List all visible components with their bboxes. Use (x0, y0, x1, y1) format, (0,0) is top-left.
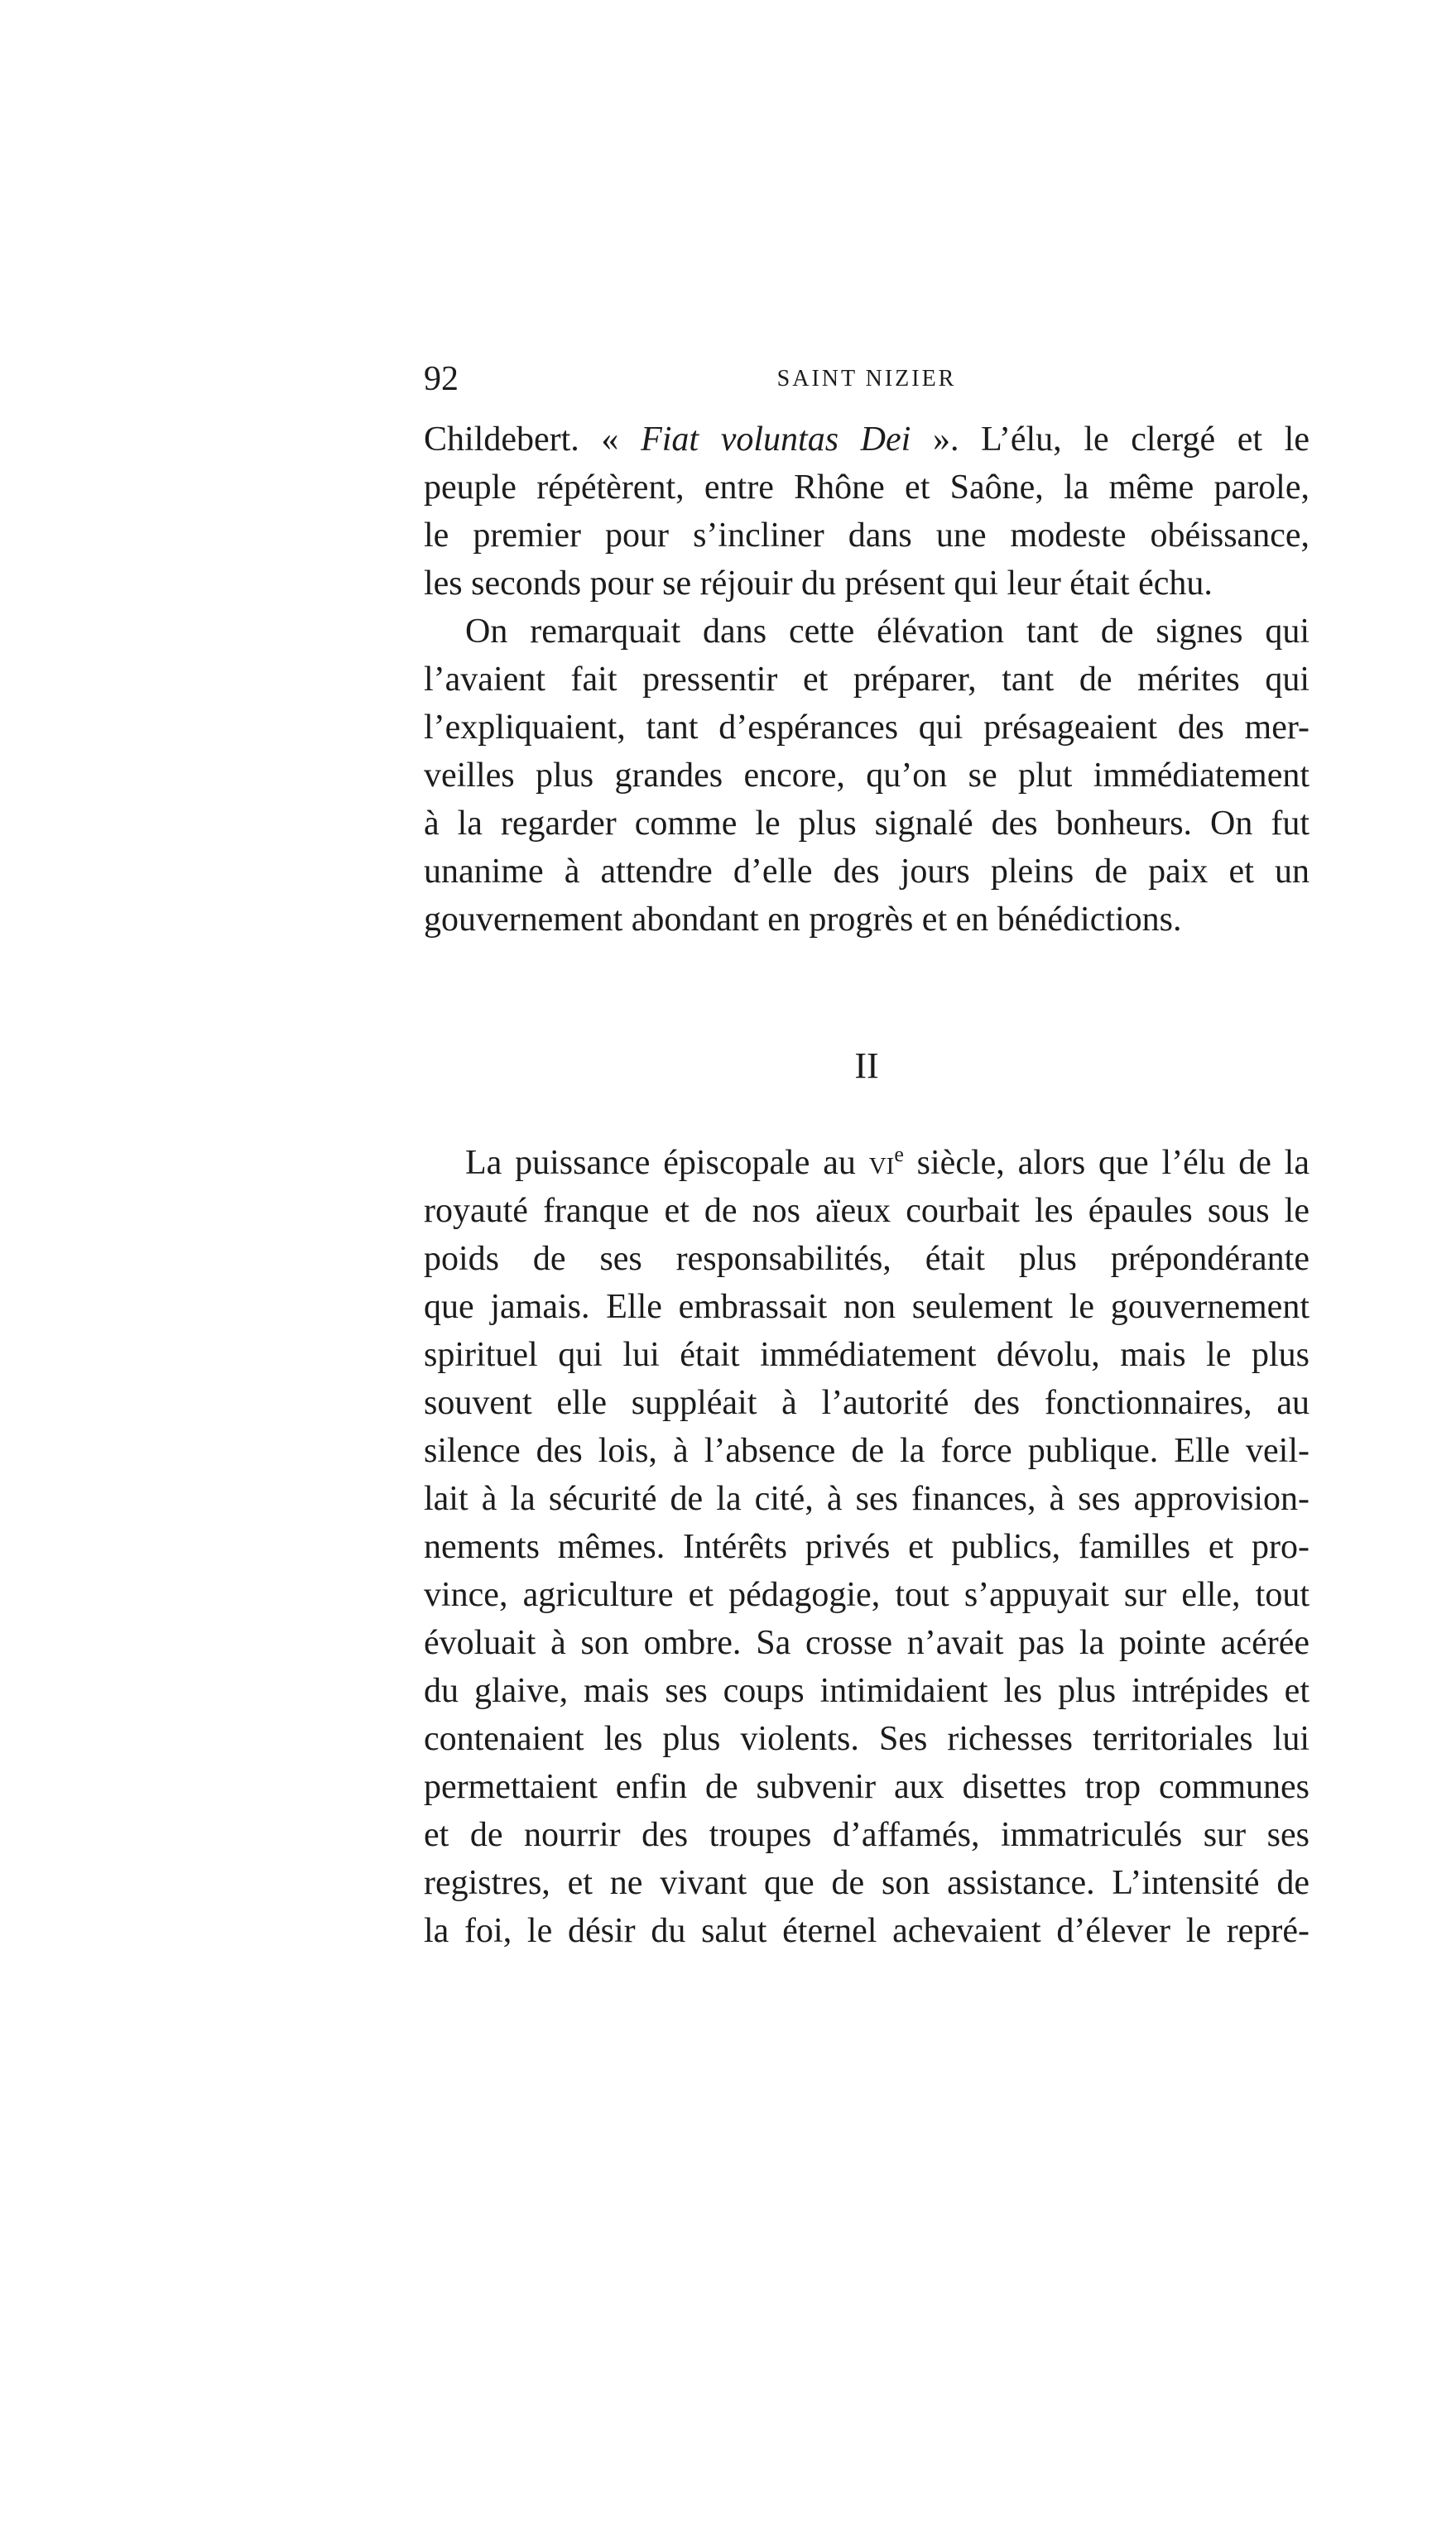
text-line: poids de ses responsabilités, était plus prépondérante (424, 1240, 1309, 1278)
text-line: les seconds pour se réjouir du présent qui leur était échu. (424, 564, 1213, 603)
text-line: permettaient enfin de subvenir aux disettes trop communes (424, 1768, 1309, 1806)
text-line: Childebert. « Fiat voluntas Dei ». L’élu, le clergé et le (424, 420, 1309, 459)
text-line: nements mêmes. Intérêts privés et publics, familles et pro- (424, 1528, 1309, 1566)
text-line: lait à la sécurité de la cité, à ses finances, à ses approvision- (424, 1480, 1309, 1518)
text-line: vince, agriculture et pédagogie, tout s’appuyait sur elle, tout (424, 1576, 1309, 1614)
text-line: souvent elle suppléait à l’autorité des fonctionnaires, au (424, 1384, 1309, 1422)
text-line: gouvernement abondant en progrès et en bénédictions. (424, 901, 1182, 939)
text-line: veilles plus grandes encore, qu’on se plut immédiatement (424, 757, 1309, 795)
text-line: silence des lois, à l’absence de la force publique. Elle veil- (424, 1432, 1309, 1470)
page-header (424, 354, 1309, 404)
text-line: On remarquait dans cette élévation tant de signes qui (465, 612, 1309, 651)
section-heading: II (854, 1045, 879, 1086)
text-line: à la regarder comme le plus signalé des bonheurs. On fut (424, 805, 1309, 843)
text-line: La puissance épiscopale au $vi^e$ siècle, alors que l’élu de la (465, 1142, 1309, 1182)
text-line: peuple répétèrent, entre Rhône et Saône, la même parole, (424, 468, 1309, 507)
text-line: royauté franque et de nos aïeux courbait les épaules sous le (424, 1192, 1309, 1230)
text-line: du glaive, mais ses coups intimidaient les plus intrépides et (424, 1672, 1309, 1710)
latin-quote: Fiat voluntas Dei (641, 420, 911, 459)
text-line: contenaient les plus violents. Ses richesses territoriales lui (424, 1720, 1309, 1758)
text-line: que jamais. Elle embrassait non seulement le gouvernement (424, 1288, 1309, 1326)
text-line: l’avaient fait pressentir et préparer, tant de mérites qui (424, 661, 1309, 699)
text-line: et de nourrir des troupes d’affamés, immatriculés sur ses (424, 1816, 1309, 1854)
page-number: 92 (424, 360, 459, 398)
text-line: le premier pour s’incliner dans une modeste obéissance, (424, 516, 1309, 555)
running-head: SAINT NIZIER (776, 366, 957, 392)
text-line: registres, et ne vivant que de son assistance. L’intensité de (424, 1864, 1309, 1902)
text-line: la foi, le désir du salut éternel achevaient d’élever le repré- (424, 1912, 1309, 1950)
section-two-text (424, 1139, 1309, 1955)
section-one-text (424, 416, 1309, 944)
text-line: évoluait à son ombre. Sa crosse n’avait pas la pointe acérée (424, 1624, 1309, 1662)
text-line: spirituel qui lui était immédiatement dévolu, mais le plus (424, 1336, 1309, 1374)
text-line: l’expliquaient, tant d’espérances qui présageaient des mer- (424, 709, 1309, 747)
text-line: unanime à attendre d’elle des jours pleins de paix et un (424, 853, 1309, 891)
